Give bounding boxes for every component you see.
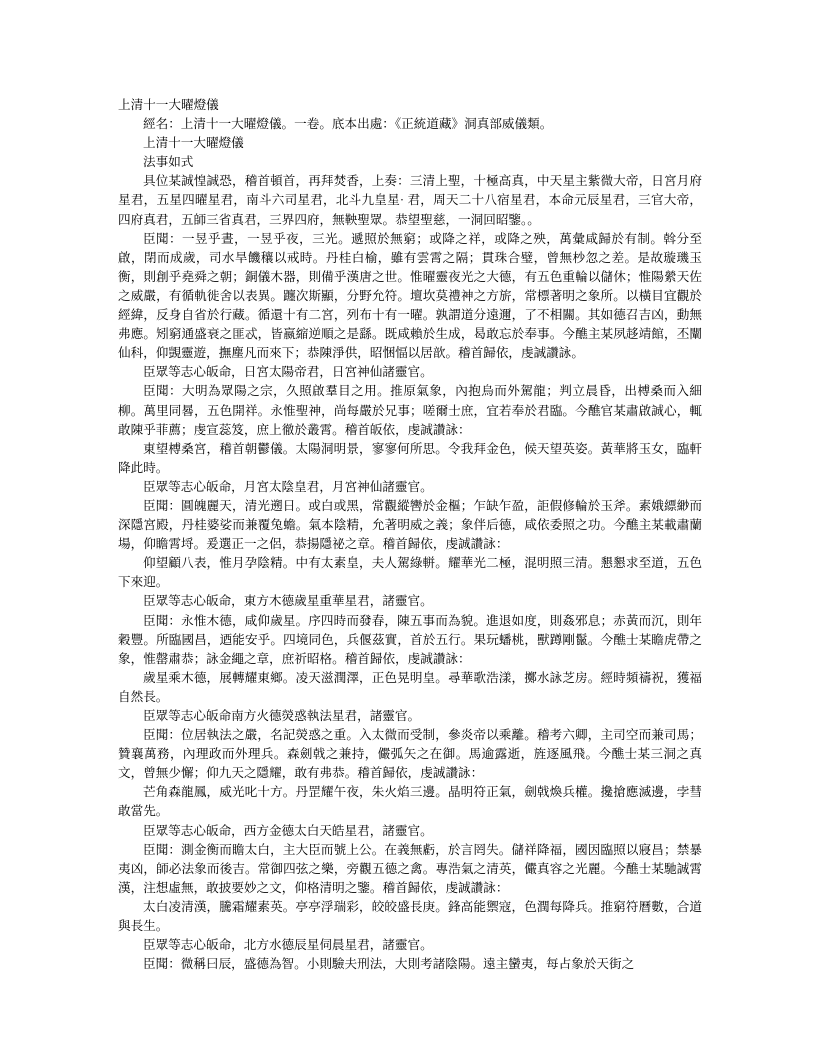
- paragraph-jupiter-discourse: 臣聞：永惟木德，咸仰歲星。序四時而發春，陳五事而為貌。進退如度，則姦邪息；赤黃而沉，則年穀豐。所臨國昌，迺能安乎。四境同色，兵偃茲實，首於五行。果玩蟠桃，獸蹲剛鬣。今醮士某瞻虎帶之象，惟罄肅恭；詠金繩之章，庶祈昭格。稽首歸依，虔誠讚詠：: [118, 613, 702, 666]
- paragraph-ritual-form: 法事如式: [143, 155, 194, 170]
- paragraph-mars-hymn: 芒角森龍鳳，威光叱十方。丹罡耀午夜，朱火焰三邊。晶明符正氣，劍戟煥兵權。攙搶應滅邊，孛彗敢當先。: [118, 785, 702, 819]
- paragraph-mercury-discourse: 臣聞：微稱曰辰，盛德為智。小則驗夫刑法，大則考諸陰陽。遠主蠻夷，每占象於天街之: [143, 957, 635, 972]
- paragraph-venus-discourse: 臣聞：測金衡而瞻太白，主大臣而號上公。在義無虧，於言罔失。儲祥降福，國因臨照以寢昌；禁暴夷凶，師必法象而後吉。常御四弦之樂，旁觀五德之禽。專浩氣之清英，儼真容之光麗。今醮士某馳誠霄漢，注想虛無，敢披要妙之文，仰格清明之鑒。稽首歸依，虔誠讚詠：: [118, 842, 702, 895]
- paragraph-moon-homage: 臣眾等志心皈命，月宮太陰皇君，月宮神仙諸靈官。: [143, 479, 433, 494]
- paragraph-sun-homage: 臣眾等志心皈命，日宮太陽帝君，日宮神仙諸靈官。: [143, 365, 433, 380]
- paragraph-mars-discourse: 臣聞：位居執法之嚴，名記熒惑之重。入太微而受制，參炎帝以乘離。稽考六卿，主司空而兼司馬；贊襄萬務，內理政而外理兵。森劍戟之兼持，儼弧矢之在御。馬逾露逝，旌逐風飛。今醮士某三洞之真文，曾無少懈；仰九天之隱耀，敢有弗恭。稽首歸依，虔誠讚詠：: [118, 728, 702, 781]
- paragraph-preface: 臣聞：一昱乎晝，一昱乎夜，三光。遞照於無窮；或降之祥，或降之殃，萬彙咸歸於有制。斡分至啟，閉而成歲，司水旱饑穰以戒時。丹桂白榆，雖有雲霄之隔；貫珠合璧，曾無杪忽之差。是故璇璣玉衡，則創乎堯舜之朝；銅儀木器，則備乎漢唐之世。惟曜靈夜光之大德，有五色重輪以儲休；惟陽縈天佐之威嚴，有循軌徙舍以表異。躔次斯顯，分野允符。壇坎莫禮神之方旂，常標著明之象所。以橫目宜觀於經緯，反身自省於行藏。循還十有二宮，列布十有一曜。孰謂道分遠邇，了不相關。其如德召吉凶，動無弗應。矧窮通盛衰之匪忒，皆嬴縮逆順之是繇。既咸賴於生成，曷敢忘於奉事。今醮主某夙趍靖館，丕闡仙科，仰覬靈遊，撫塵凡而來下；恭陳淨供，昭悃愊以居歆。稽首歸依，虔誠讚詠。: [118, 231, 702, 361]
- paragraph-invocation: 具位某誠惶誠恐，稽首頓首，再拜焚香，上奏：三清上聖，十極高真，中天星主紫微大帝，日宮月府星君，五星四曜星君，南斗六司星君，北斗九皇星· 君，周天二十八宿星君，本命元辰星君，三官大帝，四府真君，五師三省真君，三界四府，無鞅聖眾。恭望聖慈，一洞回昭鑒。。: [118, 174, 702, 227]
- paragraph-venus-hymn: 太白凌清漢，騰霜耀素英。亭亭浮瑞彩，皎皎盛長庚。鋒高能禦寇，色潤每降兵。推窮符曆數，合道與長生。: [118, 899, 702, 934]
- paragraph-moon-hymn: 仰望顧八表，惟月孕陰精。中有太素皇，夫人駕綠軿。耀華光二極，混明照三清。懇懇求至道，五色下來迎。: [118, 556, 702, 590]
- paragraph-sun-hymn: 東望榑桑宮，稽首朝鬱儀。太陽洞明景，寥寥何所思。令我拜金色，候天望英姿。黃華將玉女，臨軒降此時。: [118, 441, 702, 475]
- paragraph-jupiter-hymn: 歲星乘木德，展轉耀東鄉。凌天滋潤澤，正色晃明皇。尋華歌浩漾，擲水詠芝房。經時頻禱祝，獲福自然長。: [118, 670, 702, 704]
- paragraph-subtitle: 上清十一大曜燈儀: [143, 136, 244, 151]
- paragraph-sun-discourse: 臣聞：大明為眾陽之宗，久照啟羣目之用。推原氣象，內抱烏而外駕龍；判立晨昏，出榑桑而入細柳。萬里同晷，五色開祥。永惟聖神，尚每嚴於兄事；嗟爾士庶，宜若奉於君臨。今醮官某肅啟誠心，輒敢陳乎菲薦；虔宣蕊笈，庶上徹於叢霄。稽首皈依，虔誠讚詠：: [118, 384, 702, 437]
- paragraph-title: 上清十一大曜燈儀: [118, 98, 219, 112]
- paragraph-jupiter-homage: 臣眾等志心皈命，東方木德歲星重華星君，諸靈官。: [143, 594, 433, 609]
- paragraph-venus-homage: 臣眾等志心皈命，西方金德太白天皓星君，諸靈官。: [143, 823, 433, 838]
- paragraph-moon-discourse: 臣聞：圓魄麗天，清光遡日。或白或黑，常觀縱轡於金樞；乍缺乍盈，詎假修輪於玉斧。素娥縹緲而深隱宮殿，丹桂婆娑而兼覆兔蟾。氣本陰精，允著明威之義；象伴后德，咸依委照之功。今醮主某載肅蘭場，仰瞻霄埒。爰選正一之侶，恭揚隱祕之章。稽首歸依，虔誠讚詠：: [118, 498, 702, 552]
- paragraph-mercury-homage: 臣眾等志心皈命，北方水德辰星伺晨星君，諸靈官。: [143, 938, 433, 953]
- document-body: [118, 96, 702, 974]
- paragraph-mars-homage: 臣眾等志心皈命南方火德熒惑執法星君，諸靈官。: [143, 709, 421, 723]
- paragraph-scripture-info: 經名：上清十一大曜燈儀。一卷。底本出處：《正統道藏》洞真部威儀類。: [143, 117, 553, 132]
